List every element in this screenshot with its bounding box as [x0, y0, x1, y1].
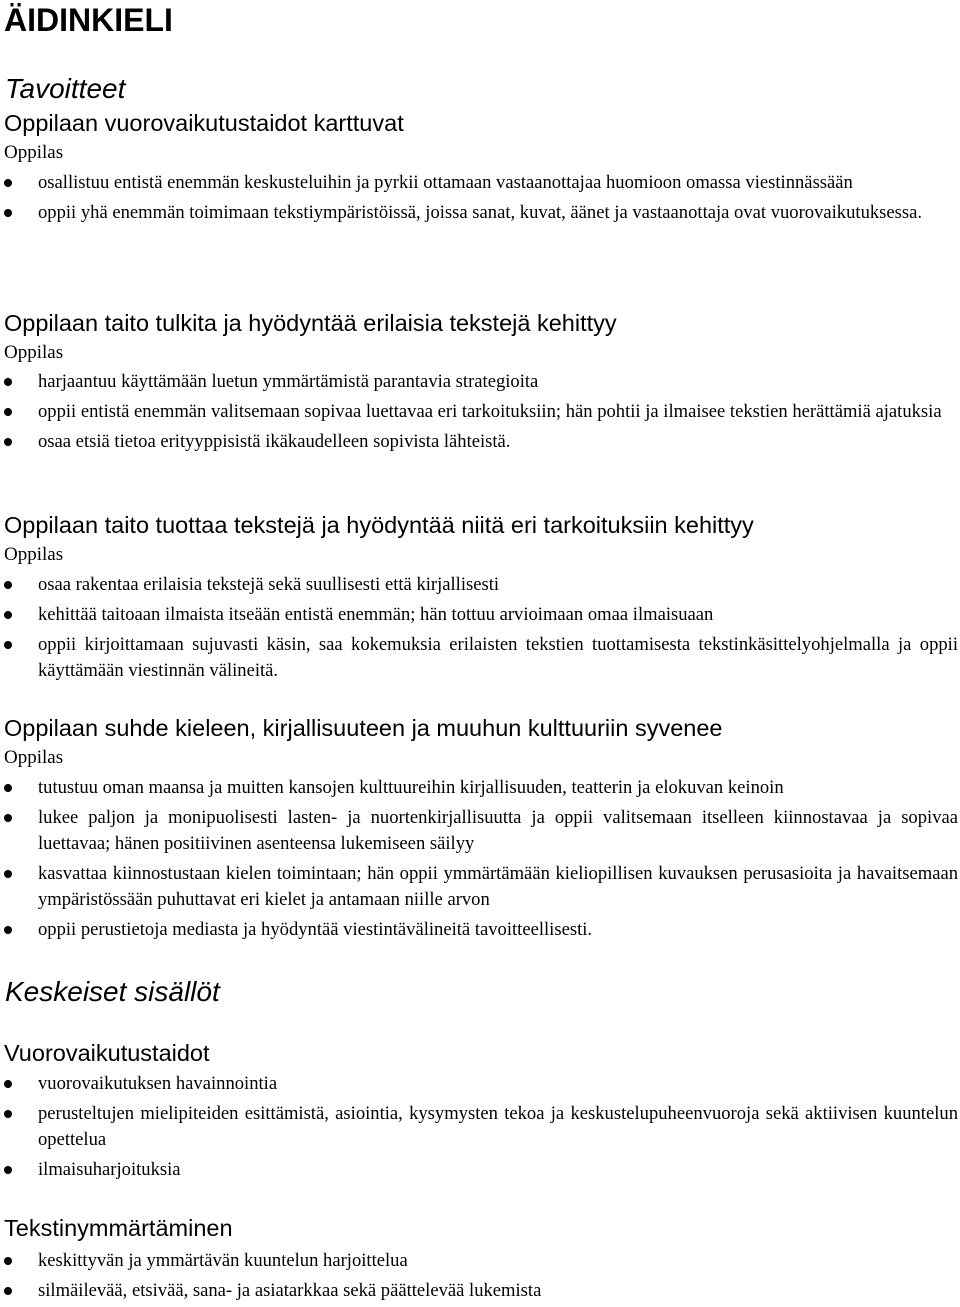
- bullet-list: [0, 369, 960, 455]
- list-item: [0, 1071, 958, 1097]
- subsection-heading: Oppilaan vuorovaikutustaidot karttuvat: [4, 110, 404, 136]
- bullet-list: [0, 1248, 960, 1304]
- list-item: [0, 1157, 958, 1183]
- list-item-text: keskittyvän ja ymmärtävän kuuntelun harjoittelua: [38, 1250, 408, 1271]
- list-item: [0, 602, 958, 628]
- lead-text: Oppilas: [4, 342, 64, 363]
- bullet-icon: [4, 1110, 12, 1118]
- list-item-text: kasvattaa kiinnostustaan kielen toimintaan; hän oppii ymmärtämään kieliopillisen kuvauksen perusasioita ja havaitsemaan ympäristössään puhuttavat eri kielet ja antamaan niille arvon: [38, 863, 958, 910]
- bullet-icon: [4, 1166, 12, 1174]
- bullet-icon: [4, 1080, 12, 1088]
- bullet-icon: [4, 641, 12, 649]
- list-item-text: osallistuu entistä enemmän keskusteluihin ja pyrkii ottamaan vastaanottajaa huomioon omassa viestinnässään: [38, 172, 853, 193]
- subsection-heading: Oppilaan taito tulkita ja hyödyntää erilaisia tekstejä kehittyy: [4, 310, 617, 336]
- list-item-text: vuorovaikutuksen havainnointia: [38, 1073, 278, 1094]
- bullet-icon: [4, 1287, 12, 1295]
- list-item: [0, 775, 958, 801]
- list-item: [0, 861, 958, 913]
- list-item: [0, 170, 958, 196]
- bullet-icon: [4, 408, 12, 416]
- bullet-icon: [4, 378, 12, 386]
- list-item: [0, 399, 958, 425]
- list-item: [0, 429, 958, 455]
- list-item: [0, 369, 958, 395]
- bullet-icon: [4, 438, 12, 446]
- lead-text: Oppilas: [4, 747, 64, 768]
- bullet-icon: [4, 611, 12, 619]
- list-item-text: silmäilevää, etsivää, sana- ja asiatarkkaa sekä päättelevää lukemista: [38, 1280, 542, 1301]
- list-item: [0, 1278, 958, 1304]
- bullet-icon: [4, 581, 12, 589]
- lead-text: Oppilas: [4, 142, 64, 163]
- list-item: [0, 200, 958, 226]
- list-item-text: kehittää taitoaan ilmaista itseään entistä enemmän; hän tottuu arvioimaan omaa ilmaisuaan: [38, 604, 714, 625]
- bullet-list: [0, 572, 960, 684]
- list-item-text: oppii entistä enemmän valitsemaan sopivaa luettavaa eri tarkoituksiin; hän pohtii ja ilmaisee tekstien herättämiä ajatuksia: [38, 401, 942, 422]
- section-heading-tavoitteet: Tavoitteet: [5, 73, 126, 104]
- list-item-text: osaa rakentaa erilaisia tekstejä sekä suullisesti että kirjallisesti: [38, 574, 500, 595]
- bullet-icon: [4, 1257, 12, 1265]
- subsection-heading: Vuorovaikutustaidot: [4, 1040, 210, 1066]
- list-item-text: oppii kirjoittamaan sujuvasti käsin, saa kokemuksia erilaisten tekstien tuottamisesta tekstinkäsittelyohjelmalla ja oppii käyttämään viestinnän välineitä.: [38, 634, 958, 681]
- list-item-text: ilmaisuharjoituksia: [38, 1159, 181, 1180]
- bullet-list: [0, 170, 960, 226]
- bullet-icon: [4, 870, 12, 878]
- bullet-list: [0, 1071, 960, 1183]
- bullet-icon: [4, 784, 12, 792]
- bullet-icon: [4, 179, 12, 187]
- list-item-text: tutustuu oman maansa ja muitten kansojen kulttuureihin kirjallisuuden, teatterin ja elokuvan keinoin: [38, 777, 784, 798]
- list-item: [0, 572, 958, 598]
- subsection-heading: Tekstinymmärtäminen: [4, 1215, 233, 1241]
- list-item: [0, 1101, 958, 1153]
- bullet-icon: [4, 814, 12, 822]
- list-item: [0, 1248, 958, 1274]
- bullet-list: [0, 775, 960, 943]
- list-item-text: lukee paljon ja monipuolisesti lasten- ja nuortenkirjallisuutta ja oppii valitsemaan itselleen kiinnostavaa ja sopivaa luettavaa; hänen positiivinen asenteensa lukemiseen säilyy: [38, 807, 958, 854]
- subsection-heading: Oppilaan taito tuottaa tekstejä ja hyödyntää niitä eri tarkoituksiin kehittyy: [4, 512, 754, 538]
- list-item-text: osaa etsiä tietoa erityyppisistä ikäkaudelleen sopivista lähteistä.: [38, 431, 511, 452]
- list-item-text: oppii yhä enemmän toimimaan tekstiympäristöissä, joissa sanat, kuvat, äänet ja vastaanottaja ovat vuorovaikutuksessa.: [38, 202, 923, 223]
- list-item: [0, 917, 958, 943]
- list-item: [0, 632, 958, 684]
- list-item: [0, 805, 958, 857]
- page-title: ÄIDINKIELI: [4, 2, 173, 38]
- bullet-icon: [4, 209, 12, 217]
- section-heading-keskeiset: Keskeiset sisällöt: [5, 976, 220, 1007]
- list-item-text: harjaantuu käyttämään luetun ymmärtämistä parantavia strategioita: [38, 371, 539, 392]
- bullet-icon: [4, 926, 12, 934]
- subsection-heading: Oppilaan suhde kieleen, kirjallisuuteen ja muuhun kulttuuriin syvenee: [4, 715, 723, 741]
- list-item-text: oppii perustietoja mediasta ja hyödyntää viestintävälineitä tavoitteellisesti.: [38, 919, 593, 940]
- lead-text: Oppilas: [4, 544, 64, 565]
- list-item-text: perusteltujen mielipiteiden esittämistä, asiointia, kysymysten tekoa ja keskustelupuheenvuoroja sekä aktiivisen kuuntelun opettelua: [38, 1103, 958, 1150]
